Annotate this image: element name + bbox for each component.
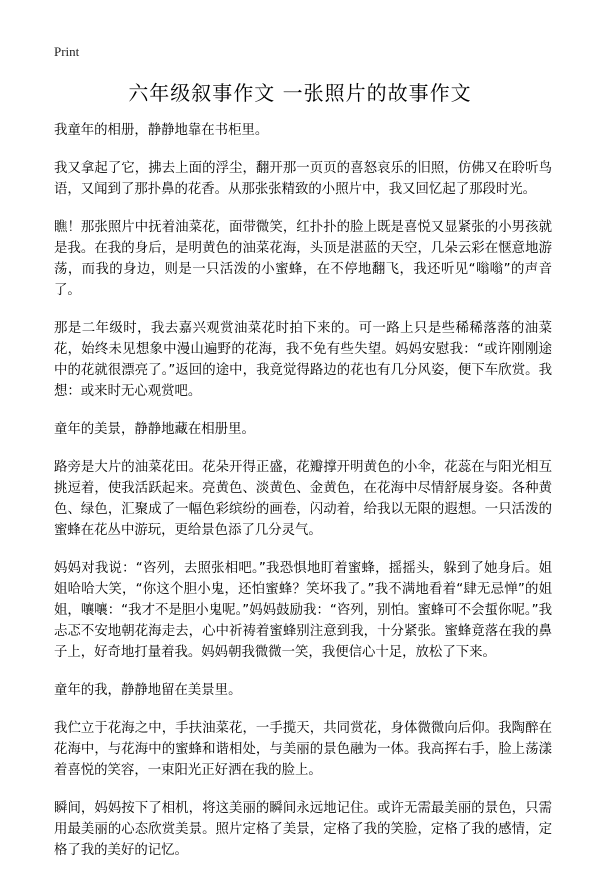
article-title: 六年级叙事作文 一张照片的故事作文: [128, 81, 472, 105]
print-link[interactable]: Print: [54, 44, 80, 59]
paragraph: 我又拿起了它，拂去上面的浮尘，翻开那一页页的喜怒哀乐的旧照，仿佛又在聆听鸟语，又闻到了那扑鼻的花香。从那张张精致的小照片中，我又回忆起了那段时光。: [54, 161, 552, 197]
paragraph: 童年的我，静静地留在美景里。: [54, 683, 242, 698]
paragraph: 那是二年级时，我去嘉兴观赏油菜花时拍下来的。可一路上只是些稀稀落落的油菜花，始终未见想象中漫山遍野的花海，我不免有些失望。妈妈安慰我：“或许刚刚途中的花就很漂亮了。”返回的途中，我竟觉得路边的花也有几分风姿，便下车欣赏。我想：或来时无心观赏吧。: [54, 321, 552, 399]
paragraph: 瞧！那张照片中抚着油菜花，面带微笑，红扑扑的脸上既是喜悦又显紧张的小男孩就是我。在我的身后，是明黄色的油菜花海，头顶是湛蓝的天空，几朵云彩在惬意地游荡，而我的身边，则是一只活泼的小蜜蜂，在不停地翻飞，我还听见“嗡嗡”的声音了。: [54, 220, 552, 298]
article-body: [54, 120, 552, 878]
paragraph: 童年的美景，静静地藏在相册里。: [54, 422, 255, 437]
paragraph: 妈妈对我说：“咨列，去照张相吧。”我恐惧地盯着蜜蜂，摇摇头，躲到了她身后。姐姐哈哈大笑，“你这个胆小鬼，还怕蜜蜂？笑坏我了。”我不满地看着“肆无忌惮”的姐姐，嚷嚷：“我才不是胆小鬼呢。”妈妈鼓励我：“咨列，别怕。蜜蜂可不会蜇你呢。”我忐忑不安地朝花海走去，心中祈祷着蜜蜂别注意到我，十分紧张。蜜蜂竟落在我的鼻子上，好奇地打量着我。妈妈朝我微微一笑，我便信心十足，放松了下来。: [54, 561, 552, 660]
paragraph: 我伫立于花海之中，手扶油菜花，一手揽天，共同赏花，身体微微向后仰。我陶醉在花海中，与花海中的蜜蜂和谐相处，与美丽的景色融为一体。我高挥右手，脸上荡漾着喜悦的笑容，一束阳光正好洒在我的脸上。: [54, 721, 552, 778]
paragraph: 路旁是大片的油菜花田。花朵开得正盛，花瓣撑开明黄色的小伞，花蕊在与阳光相互挑逗着，使我活跃起来。亮黄色、淡黄色、金黄色，在花海中尽情舒展身姿。各种黄色、绿色，汇聚成了一幅色彩缤纷的画卷，闪动着，给我以无限的遐想。一只活泼的蜜蜂在花丛中游玩，更给景色添了几分灵气。: [54, 460, 552, 538]
paragraph: 瞬间，妈妈按下了相机，将这美丽的瞬间永远地记住。或许无需最美丽的景色，只需用最美丽的心态欣赏美景。照片定格了美景，定格了我的笑脸，定格了我的感情，定格了我的美好的记忆。: [54, 801, 552, 858]
paragraph: 我童年的相册，静静地靠在书柜里。: [54, 123, 269, 138]
